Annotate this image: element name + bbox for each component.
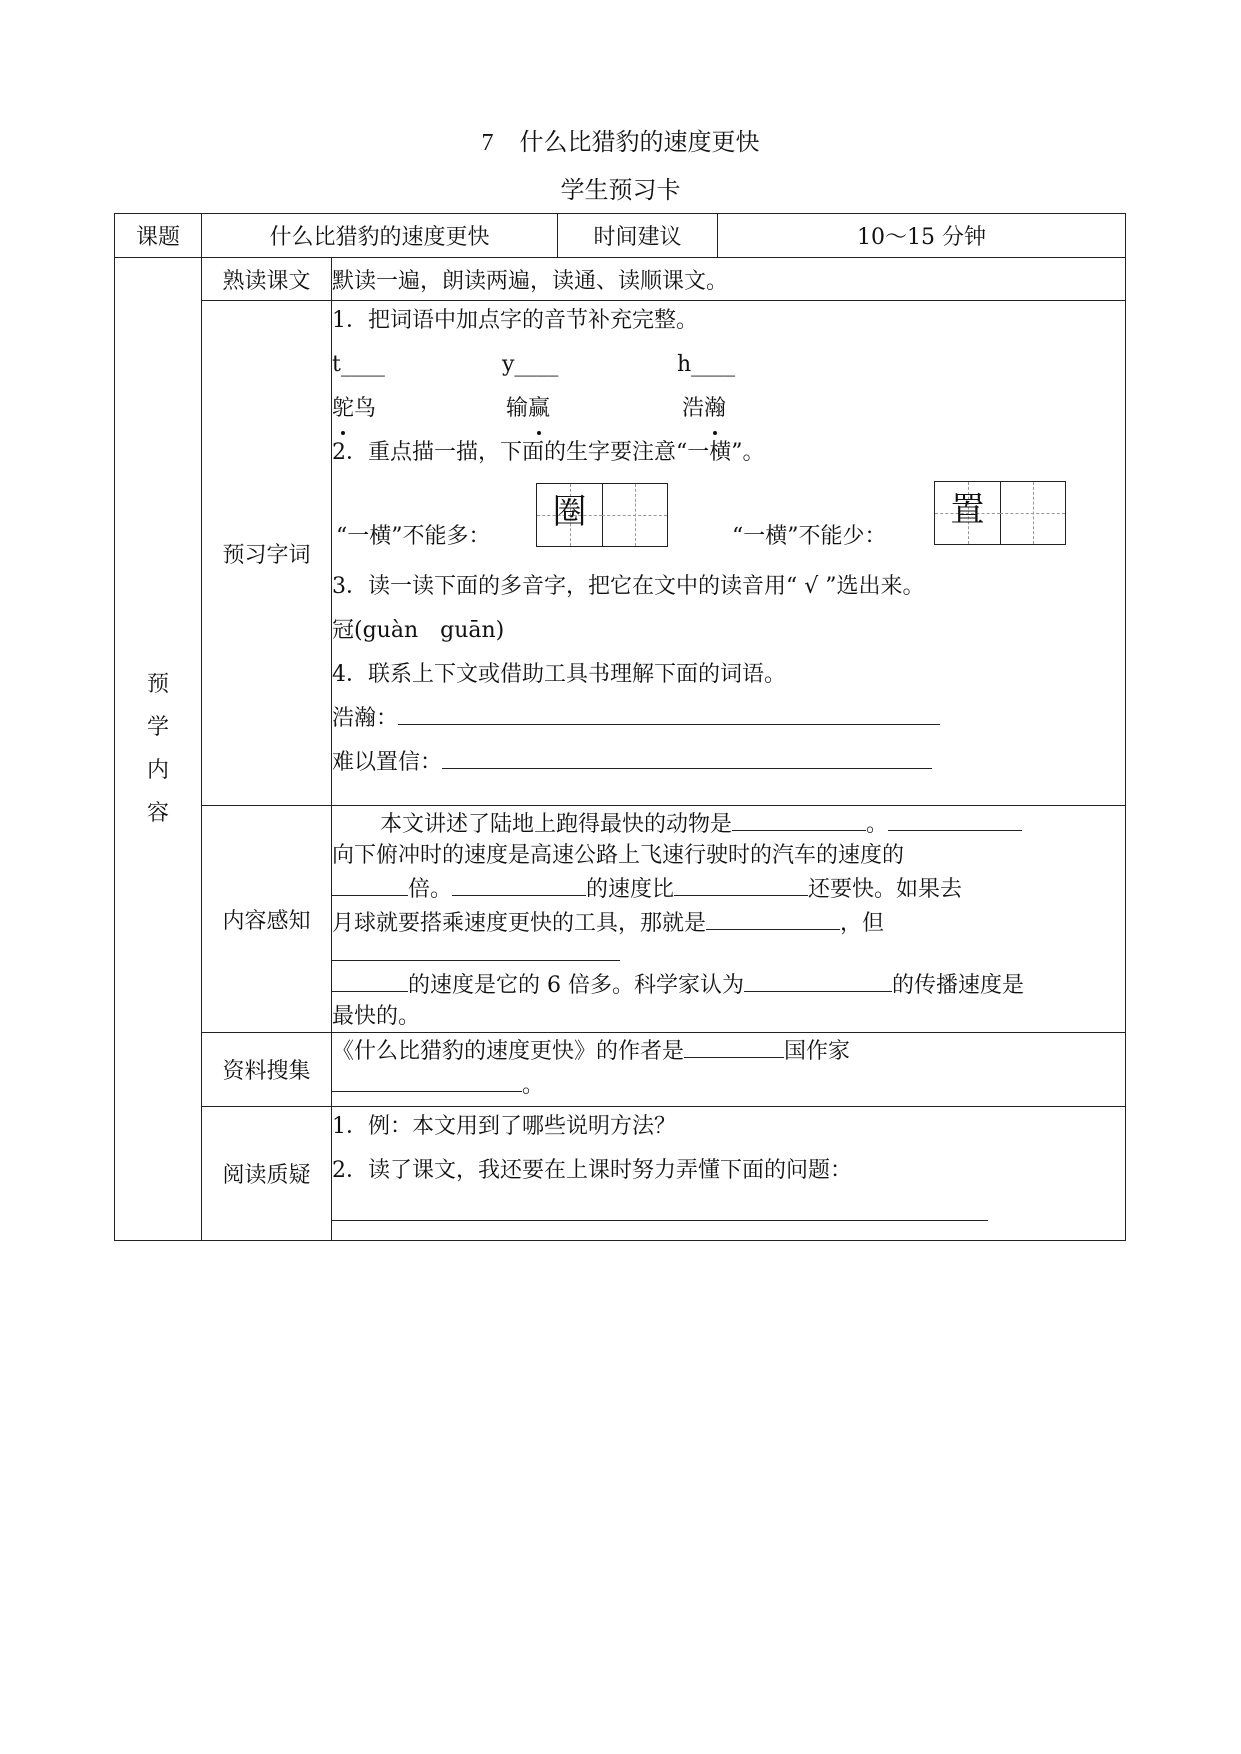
read-row — [115, 258, 1126, 301]
question-label: 阅读质疑 — [202, 1107, 332, 1241]
word-char: 浩 — [682, 396, 705, 421]
word-win-lose — [506, 389, 550, 429]
content-label: 内容感知 — [202, 806, 332, 1033]
pinyin-blank-3[interactable]: h____ — [677, 352, 736, 377]
section-char: 容 — [146, 801, 169, 826]
practice-grid-less[interactable] — [934, 481, 1066, 545]
lesson-title-text: 什么比猎豹的速度更快 — [519, 128, 760, 156]
answer-blank[interactable] — [706, 905, 840, 930]
para-line — [332, 939, 1125, 967]
term-label: 难以置信： — [332, 750, 443, 775]
topic-label: 课题 — [115, 214, 202, 258]
topic-value: 什么比猎豹的速度更快 — [202, 214, 558, 258]
para-line — [332, 967, 1125, 1001]
research-row — [115, 1033, 1126, 1107]
word-vast — [682, 389, 726, 429]
section-char: 学 — [146, 715, 169, 740]
author-name-blank[interactable] — [332, 1067, 522, 1092]
content-row — [115, 806, 1126, 1033]
answer-blank[interactable] — [452, 871, 586, 896]
lesson-number: 7 — [481, 130, 494, 156]
para-text: 最快的。 — [332, 1004, 421, 1029]
words-content — [332, 301, 1126, 806]
words-q3: 3．读一读下面的多音字，把它在文中的读音用“ √ ”选出来。 — [332, 574, 925, 599]
grid-cell — [537, 484, 603, 546]
para-text: 《什么比猎豹的速度更快》的作者是 — [332, 1039, 685, 1064]
pinyin-blank-2[interactable]: y____ — [502, 352, 559, 377]
pinyin-blank-1[interactable]: t____ — [332, 352, 385, 377]
answer-blank[interactable] — [398, 700, 940, 725]
lesson-title — [0, 122, 1241, 157]
para-text: ，但 — [840, 911, 885, 936]
dotted-char: 瀚 — [704, 389, 726, 429]
answer-blank[interactable] — [732, 806, 866, 831]
answer-blank[interactable] — [332, 942, 620, 961]
para-text: 。 — [866, 812, 889, 837]
para-line — [332, 905, 1125, 939]
answer-blank[interactable] — [442, 744, 932, 769]
answer-blank[interactable] — [332, 871, 408, 896]
words-label: 预习字词 — [202, 301, 332, 806]
model-char: 置 — [950, 490, 985, 530]
answer-blank[interactable] — [332, 1196, 988, 1221]
word-char: 输 — [506, 396, 529, 421]
words-q2: 2．重点描一描，下面的生字要注意“一横”。 — [332, 440, 765, 465]
section-char: 内 — [146, 758, 169, 783]
para-text: 倍。 — [408, 877, 453, 902]
term-line-2 — [332, 743, 1125, 787]
para-line — [332, 1001, 1125, 1032]
para-line — [332, 1067, 1125, 1101]
polyphone-option[interactable]: 冠(guàn guān) — [332, 618, 505, 643]
grid-cell — [935, 482, 1001, 544]
words-q1: 1．把词语中加点字的音节补充完整。 — [332, 308, 698, 333]
practice-grid-line — [332, 477, 1125, 567]
more-label: “一横”不能多： — [336, 524, 491, 549]
term-line-1 — [332, 699, 1125, 743]
para-text: 还要快。如果去 — [808, 877, 963, 902]
author-country-blank[interactable] — [684, 1033, 784, 1058]
para-text: 本文讲述了陆地上跑得最快的动物是 — [380, 812, 733, 837]
preview-card-table — [114, 213, 1126, 1241]
section-char: 预 — [146, 672, 169, 697]
para-text: 的速度比 — [586, 877, 675, 902]
less-label: “一横”不能少： — [732, 524, 887, 549]
para-line — [332, 1033, 1125, 1067]
question-1: 1．例：本文用到了哪些说明方法？ — [332, 1114, 676, 1139]
card-title: 学生预习卡 — [560, 176, 681, 204]
para-text: 。 — [522, 1073, 545, 1098]
answer-blank[interactable] — [674, 871, 808, 896]
answer-blank[interactable] — [744, 967, 892, 992]
para-text: 向下俯冲时的速度是高速公路上飞速行驶时的汽车的速度的 — [332, 843, 905, 868]
para-text: 的传播速度是 — [892, 973, 1025, 998]
para-line — [332, 871, 1125, 905]
time-label: 时间建议 — [558, 214, 718, 258]
question-row — [115, 1107, 1126, 1241]
research-content — [332, 1033, 1126, 1107]
time-value: 10～15 分钟 — [718, 214, 1126, 258]
word-ostrich — [332, 389, 376, 429]
grid-cell — [1000, 482, 1065, 544]
word-char: 鸟 — [354, 396, 377, 421]
question-2: 2．读了课文，我还要在上课时努力弄懂下面的问题： — [332, 1158, 852, 1183]
para-text: 国作家 — [784, 1039, 851, 1064]
answer-blank[interactable] — [332, 967, 408, 992]
dotted-char: 赢 — [528, 389, 550, 429]
para-text: 月球就要搭乘速度更快的工具，那就是 — [332, 911, 707, 936]
question-answer-line — [332, 1195, 1125, 1239]
term-label: 浩瀚： — [332, 706, 399, 731]
read-label: 熟读课文 — [202, 258, 332, 301]
dotted-char: 鸵 — [332, 389, 354, 429]
practice-grid-more[interactable] — [536, 483, 668, 547]
words-q4: 4．联系上下文或借助工具书理解下面的词语。 — [332, 662, 786, 687]
question-content — [332, 1107, 1126, 1241]
content-paragraph — [332, 806, 1126, 1033]
para-line — [332, 840, 1125, 871]
section-label — [115, 258, 202, 1241]
topic-row — [115, 214, 1126, 258]
para-text: 的速度是它的 6 倍多。科学家认为 — [408, 973, 744, 998]
grid-cell — [602, 484, 667, 546]
pinyin-line — [332, 345, 1125, 389]
research-label: 资料搜集 — [202, 1033, 332, 1107]
dotted-words-line — [332, 389, 1125, 433]
read-text: 默读一遍，朗读两遍，读通、读顺课文。 — [332, 258, 1126, 301]
words-row — [115, 301, 1126, 806]
para-line — [332, 806, 1125, 840]
answer-blank[interactable] — [888, 806, 1022, 831]
model-char: 圈 — [552, 492, 587, 532]
